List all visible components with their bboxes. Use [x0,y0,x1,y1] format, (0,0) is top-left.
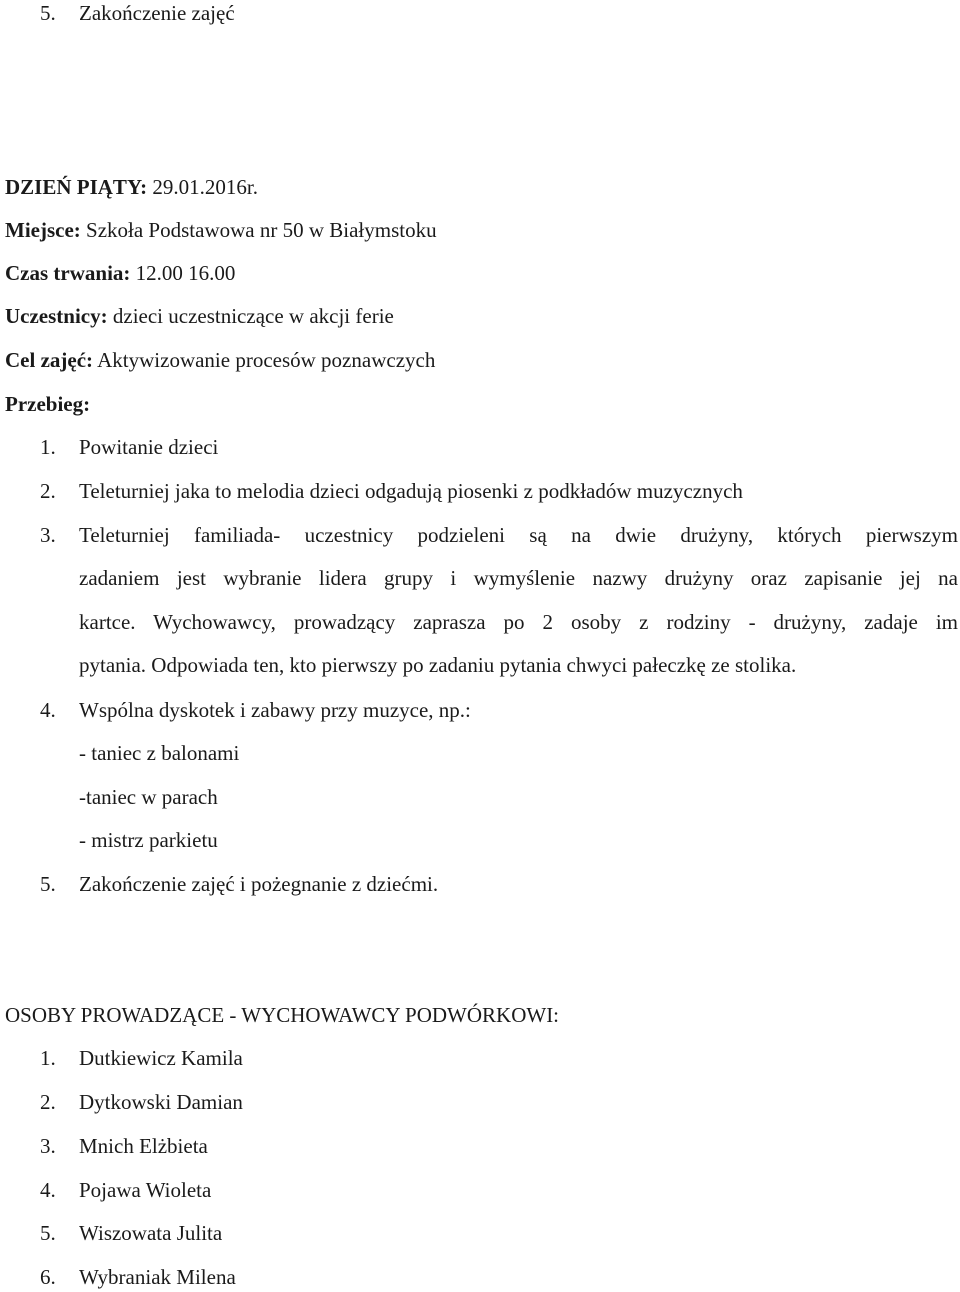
place-label: Miejsce: [5,218,81,242]
day-heading [5,174,258,200]
step-1-number: 1. [40,435,56,459]
top-item-text: Zakończenie zajęć [79,1,235,25]
goal-value: Aktywizowanie procesów poznawczych [97,348,436,372]
leader-number: 3. [40,1134,56,1158]
step-4-number: 4. [40,698,56,722]
leader-name: Wiszowata Julita [79,1221,223,1245]
leader-name: Mnich Elżbieta [79,1134,208,1158]
step-1-text: Powitanie dzieci [79,435,219,459]
participants-line [5,303,394,329]
step-5-number: 5. [40,872,56,896]
leader-name: Dytkowski Damian [79,1090,243,1114]
participants-label: Uczestnicy: [5,304,108,328]
goal-line [5,347,435,373]
day-heading-value: 29.01.2016r. [152,175,259,199]
day-heading-label: DZIEŃ PIĄTY: [5,175,148,199]
step-4-subitem: - taniec z balonami [79,741,240,765]
leader-name: Dutkiewicz Kamila [79,1046,243,1070]
leader-number: 4. [40,1178,56,1202]
duration-line [5,260,235,286]
leader-number: 2. [40,1090,56,1114]
duration-label: Czas trwania: [5,261,131,285]
step-4-text: Wspólna dyskotek i zabawy przy muzyce, np.: [79,698,471,722]
step-3-line-1: Teleturniej familiada- uczestnicy podzieleni są na dwie drużyny, których pierwszym [79,523,958,547]
leader-number: 5. [40,1221,56,1245]
step-4-subitem: - mistrz parkietu [79,828,218,852]
step-2-text: Teleturniej jaka to melodia dzieci odgadują piosenki z podkładów muzycznych [79,479,743,503]
top-item-number: 5. [40,1,56,25]
goal-label: Cel zajęć: [5,348,94,372]
step-2-number: 2. [40,479,56,503]
step-3-line-4: pytania. Odpowiada ten, kto pierwszy po zadaniu pytania chwyci pałeczkę ze stolika. [79,653,797,677]
leaders-heading: OSOBY PROWADZĄCE - WYCHOWAWCY PODWÓRKOWI: [5,1003,560,1027]
place-line [5,217,437,243]
step-3-line-3: kartce. Wychowawcy, prowadzący zaprasza po 2 osoby z rodziny - drużyny, zadaje im [79,610,958,634]
step-3-line-2: zadaniem jest wybranie lidera grupy i wymyślenie nazwy drużyny oraz zapisanie jej na [79,566,958,590]
leader-name: Wybraniak Milena [79,1265,236,1289]
duration-value: 12.00 16.00 [135,261,236,285]
leader-number: 6. [40,1265,56,1289]
step-4-subitem: -taniec w parach [79,785,218,809]
leader-number: 1. [40,1046,56,1070]
place-value: Szkoła Podstawowa nr 50 w Białymstoku [86,218,437,242]
participants-value: dzieci uczestniczące w akcji ferie [112,304,394,328]
step-5-text: Zakończenie zajęć i pożegnanie z dziećmi. [79,872,439,896]
step-3-number: 3. [40,523,56,547]
course-label: Przebieg: [5,392,91,416]
leader-name: Pojawa Wioleta [79,1178,212,1202]
